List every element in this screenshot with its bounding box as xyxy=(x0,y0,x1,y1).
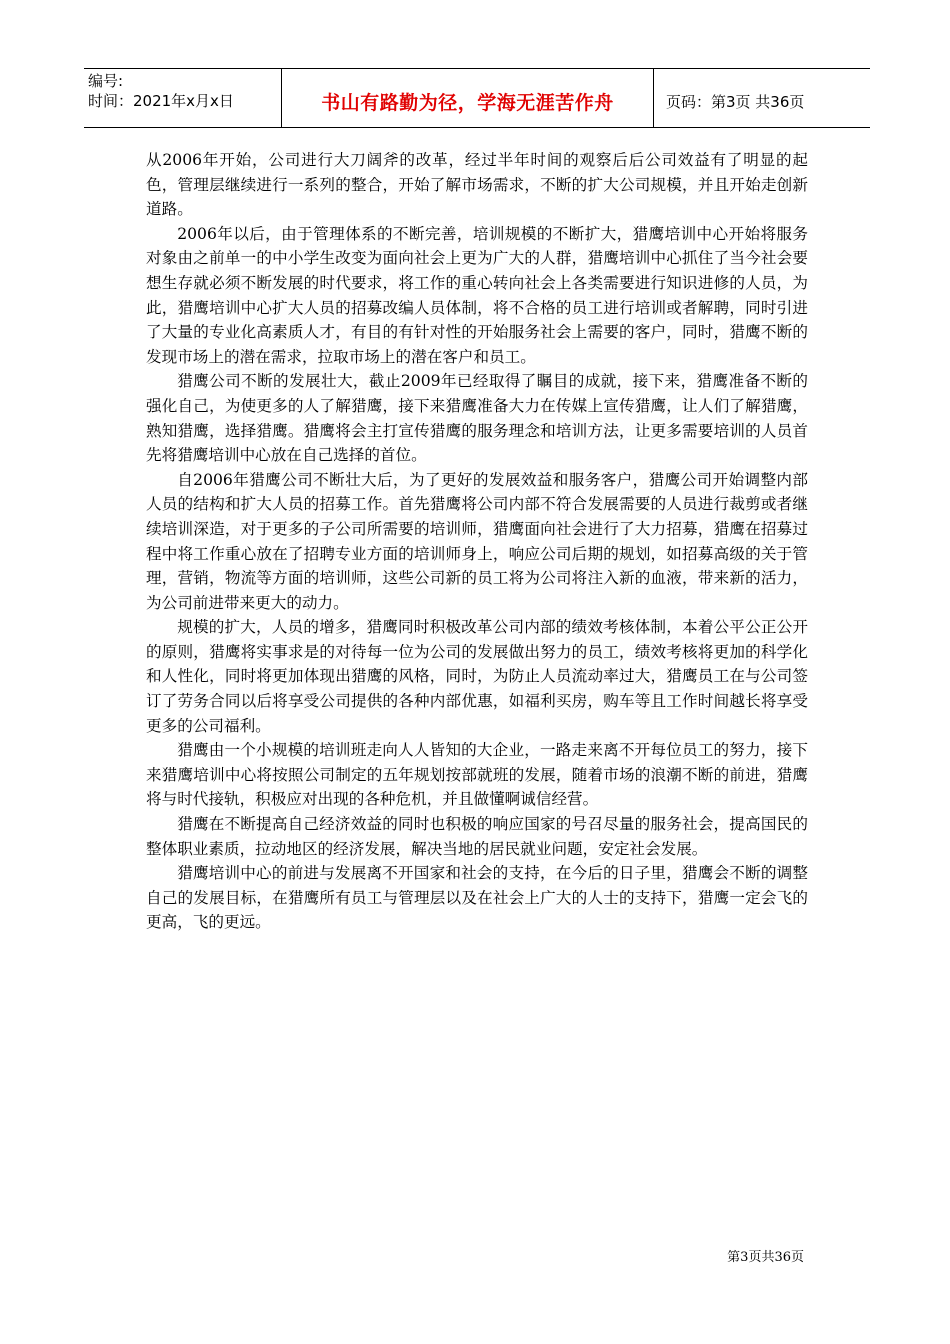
document-time-label: 时间：2021年x月x日 xyxy=(88,92,234,110)
page-header xyxy=(84,68,870,128)
document-body xyxy=(146,148,808,935)
paragraph-1: 从2006年开始，公司进行大刀阔斧的改革，经过半年时间的观察后后公司效益有了明显的起色，管理层继续进行一系列的整合，开始了解市场需求，不断的扩大公司规模，并且开始走创新道路。 xyxy=(146,151,808,219)
page-footer: 第3页共36页 xyxy=(727,1250,804,1265)
header-page-code: 页码：第3页 共36页 xyxy=(666,92,805,111)
paragraph-5: 规模的扩大，人员的增多，猎鹰同时积极改革公司内部的绩效考核体制，本着公平公正公开的原则，猎鹰将实事求是的对待每一位为公司的发展做出努力的员工，绩效考核将更加的科学化和人性化，同时将更加体现出猎鹰的风格，同时，为防止人员流动率过大，猎鹰员工在与公司签订了劳务合同以后将享受公司提供的各种内部优惠，如福利买房，购车等且工作时间越长将享受更多的公司福利。 xyxy=(146,618,808,735)
paragraph-2: 2006年以后，由于管理体系的不断完善，培训规模的不断扩大，猎鹰培训中心开始将服务对象由之前单一的中小学生改变为面向社会上更为广大的人群，猎鹰培训中心抓住了当今社会要想生存就必须不断发展的时代要求，将工作的重心转向社会上各类需要进行知识进修的人员，为此，猎鹰培训中心扩大人员的招募改编人员体制，将不合格的员工进行培训或者解聘，同时引进了大量的专业化高素质人才，有目的有针对性的开始服务社会上需要的客户，同时，猎鹰不断的发现市场上的潜在需求，拉取市场上的潜在客户和员工。 xyxy=(146,224,808,366)
paragraph-4: 自2006年猎鹰公司不断壮大后，为了更好的发展效益和服务客户，猎鹰公司开始调整内部人员的结构和扩大人员的招募工作。首先猎鹰将公司内部不符合发展需要的人员进行裁剪或者继续培训深造，对于更多的子公司所需要的培训师，猎鹰面向社会进行了大力招募，猎鹰在招募过程中将工作重心放在了招聘专业方面的培训师身上，响应公司后期的规划，如招募高级的关于管理，营销，物流等方面的培训师，这些公司新的员工将为公司将注入新的血液，带来新的活力，为公司前进带来更大的动力。 xyxy=(146,470,808,612)
document-number-label: 编号: xyxy=(88,72,124,90)
paragraph-7: 猎鹰在不断提高自己经济效益的同时也积极的响应国家的号召尽量的服务社会，提高国民的整体职业素质，拉动地区的经济发展，解决当地的居民就业问题，安定社会发展。 xyxy=(146,815,808,858)
header-meta xyxy=(84,69,282,127)
paragraph-3: 猎鹰公司不断的发展壮大，截止2009年已经取得了瞩目的成就，接下来，猎鹰准备不断的强化自己，为使更多的人了解猎鹰，接下来猎鹰准备大力在传媒上宣传猎鹰，让人们了解猎鹰，熟知猎鹰，选择猎鹰。猎鹰将会主打宣传猎鹰的服务理念和培训方法，让更多需要培训的人员首先将猎鹰培训中心放在自己选择的首位。 xyxy=(146,372,808,465)
paragraph-8: 猎鹰培训中心的前进与发展离不开国家和社会的支持，在今后的日子里，猎鹰会不断的调整自己的发展目标，在猎鹰所有员工与管理层以及在社会上广大的人士的支持下，猎鹰一定会飞的更高，飞的更远。 xyxy=(146,864,808,932)
paragraph-6: 猎鹰由一个小规模的培训班走向人人皆知的大企业，一路走来离不开每位员工的努力，接下来猎鹰培训中心将按照公司制定的五年规划按部就班的发展，随着市场的浪潮不断的前进，猎鹰将与时代接轨，积极应对出现的各种危机，并且做懂啊诚信经营。 xyxy=(146,741,808,809)
header-motto: 书山有路勤为径，学海无涯苦作舟 xyxy=(282,69,654,127)
